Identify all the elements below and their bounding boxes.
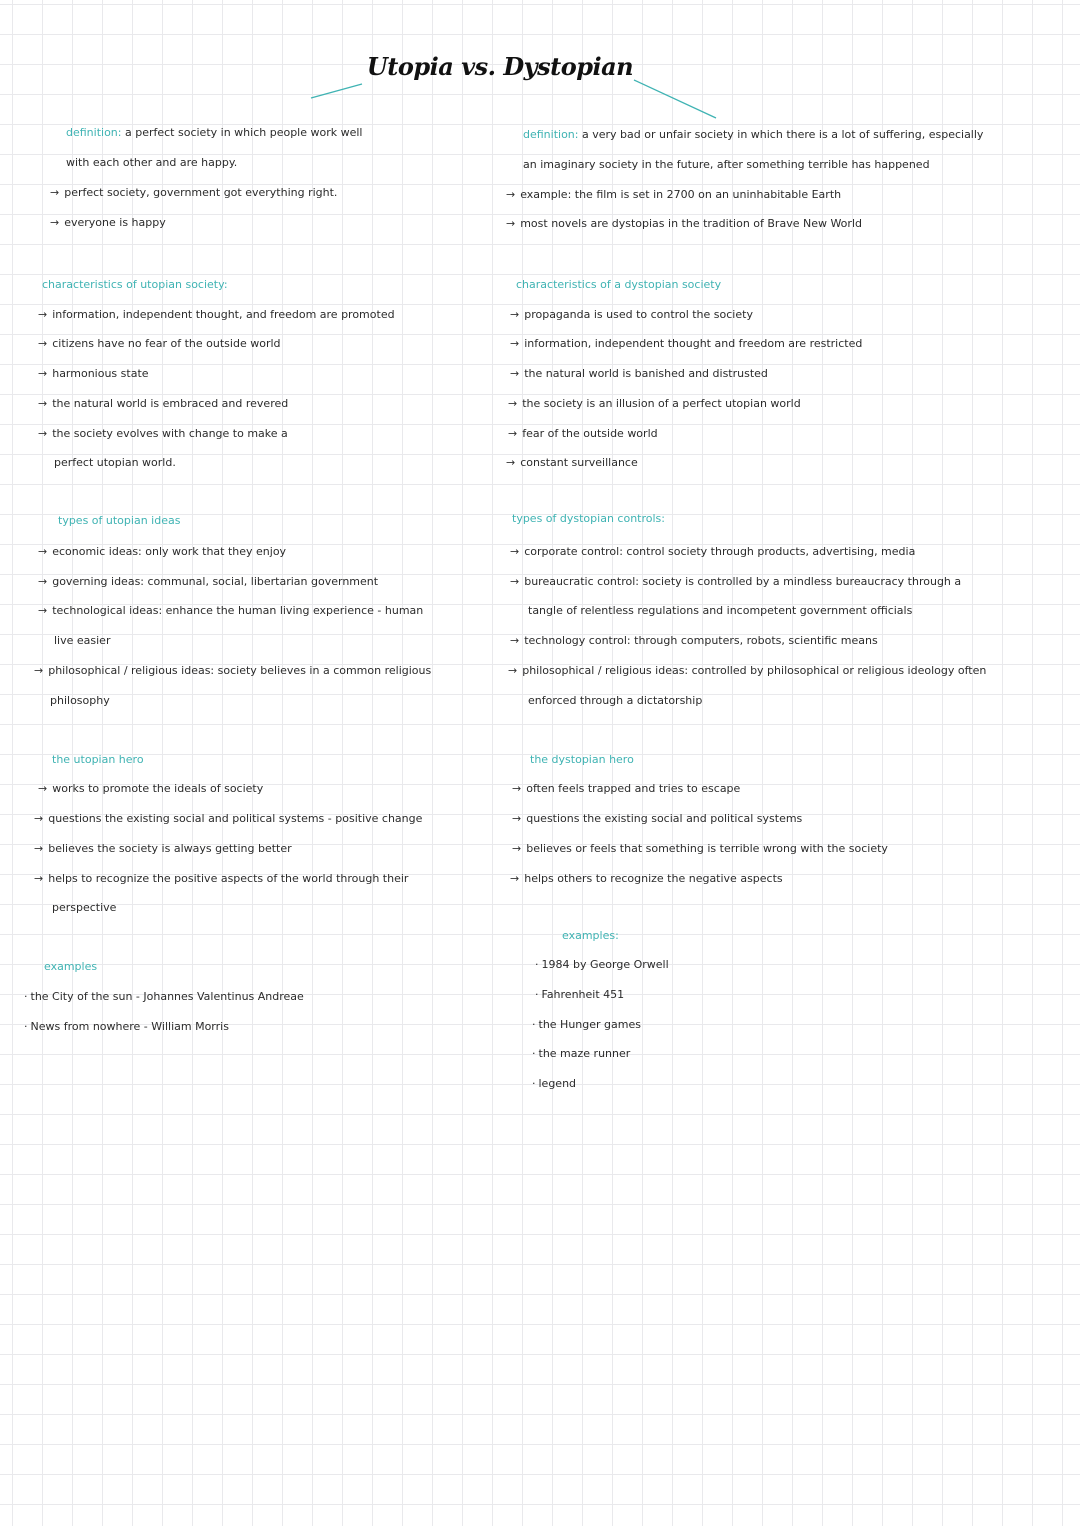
arrow-icon: →	[506, 188, 516, 201]
utopia-type: → economic ideas: only work that they enjoy	[38, 545, 287, 558]
dystopia-definition-label: definition:	[523, 128, 579, 141]
utopia-characteristic: → the society evolves with change to make a	[38, 427, 288, 440]
utopia-characteristic: → the natural world is embraced and revered	[38, 397, 289, 410]
dystopia-def-bullet: → example: the film is set in 2700 on an uninhabitable Earth	[506, 188, 842, 201]
utopia-examples-heading: examples	[44, 960, 98, 973]
utopia-type-cont: philosophy	[50, 694, 110, 707]
arrow-icon: →	[38, 308, 48, 321]
utopia-hero-trait: → helps to recognize the positive aspects of the world through their	[34, 872, 409, 885]
arrow-icon: →	[38, 367, 48, 380]
dystopia-hero-trait: → questions the existing social and political systems	[512, 812, 803, 825]
dystopia-type: → corporate control: control society through products, advertising, media	[510, 545, 916, 558]
dystopia-type: → bureaucratic control: society is controlled by a mindless bureaucracy through a	[510, 575, 962, 588]
utopia-definition-cont: with each other and are happy.	[66, 156, 238, 169]
dystopia-def-bullet: → most novels are dystopias in the tradition of Brave New World	[506, 217, 862, 230]
arrow-icon: →	[510, 545, 520, 558]
dystopia-definition: definition: a very bad or unfair society in which there is a lot of suffering, especially	[523, 128, 984, 141]
arrow-icon: →	[508, 664, 518, 677]
utopia-characteristic: → citizens have no fear of the outside world	[38, 337, 281, 350]
dystopia-example: · the Hunger games	[532, 1018, 641, 1031]
arrow-icon: →	[50, 186, 60, 199]
dystopia-example: · the maze runner	[532, 1047, 631, 1060]
dystopia-example: · Fahrenheit 451	[535, 988, 625, 1001]
utopia-definition: definition: a perfect society in which people work well	[66, 126, 363, 139]
arrow-icon: →	[506, 456, 516, 469]
arrow-icon: →	[508, 397, 518, 410]
dystopia-characteristic: → fear of the outside world	[508, 427, 658, 440]
dystopia-type-cont: enforced through a dictatorship	[528, 694, 703, 707]
utopia-hero-trait: → questions the existing social and political systems - positive change	[34, 812, 423, 825]
dystopia-examples-heading: examples:	[562, 929, 619, 942]
arrow-icon: →	[34, 842, 44, 855]
dystopia-type: → philosophical / religious ideas: controlled by philosophical or religious ideology often	[508, 664, 987, 677]
dystopia-example: · 1984 by George Orwell	[535, 958, 669, 971]
utopia-def-bullet: → everyone is happy	[50, 216, 166, 229]
dystopia-hero-heading: the dystopian hero	[530, 753, 634, 766]
arrow-icon: →	[510, 367, 520, 380]
arrow-icon: →	[34, 872, 44, 885]
dystopia-characteristic: → the natural world is banished and distrusted	[510, 367, 768, 380]
arrow-icon: →	[38, 337, 48, 350]
dystopia-definition-cont: an imaginary society in the future, after something terrible has happened	[523, 158, 930, 171]
arrow-icon: →	[512, 842, 522, 855]
arrow-icon: →	[38, 545, 48, 558]
arrow-icon: →	[512, 782, 522, 795]
utopia-types-heading: types of utopian ideas	[58, 514, 181, 527]
arrow-icon: →	[38, 782, 48, 795]
arrow-icon: →	[34, 812, 44, 825]
arrow-icon: →	[38, 397, 48, 410]
utopia-type: → philosophical / religious ideas: society believes in a common religious	[34, 664, 432, 677]
arrow-icon: →	[38, 575, 48, 588]
dystopia-characteristic: → propaganda is used to control the society	[510, 308, 753, 321]
arrow-icon: →	[512, 812, 522, 825]
utopia-type-cont: live easier	[54, 634, 111, 647]
dystopia-hero-trait: → believes or feels that something is terrible wrong with the society	[512, 842, 888, 855]
utopia-hero-trait: → believes the society is always getting better	[34, 842, 292, 855]
utopia-characteristic-cont: perfect utopian world.	[54, 456, 176, 469]
dystopia-characteristics-heading: characteristics of a dystopian society	[516, 278, 722, 291]
utopia-type: → governing ideas: communal, social, libertarian government	[38, 575, 379, 588]
dystopia-example: · legend	[532, 1077, 577, 1090]
dystopia-hero-trait: → helps others to recognize the negative aspects	[510, 872, 783, 885]
dystopia-type-cont: tangle of relentless regulations and incompetent government officials	[528, 604, 913, 617]
page-title: Utopia vs. Dystopian	[366, 52, 634, 81]
arrow-icon: →	[34, 664, 44, 677]
utopia-characteristic: → harmonious state	[38, 367, 149, 380]
arrow-icon: →	[38, 427, 48, 440]
dystopia-types-heading: types of dystopian controls:	[512, 512, 665, 525]
arrow-icon: →	[508, 427, 518, 440]
utopia-type: → technological ideas: enhance the human living experience - human	[38, 604, 424, 617]
dystopia-type: → technology control: through computers, robots, scientific means	[510, 634, 878, 647]
arrow-icon: →	[510, 575, 520, 588]
arrow-icon: →	[510, 308, 520, 321]
utopia-hero-trait-cont: perspective	[52, 901, 117, 914]
utopia-example: · the City of the sun - Johannes Valentinus Andreae	[24, 990, 304, 1003]
dystopia-characteristic: → information, independent thought and freedom are restricted	[510, 337, 863, 350]
dystopia-hero-trait: → often feels trapped and tries to escape	[512, 782, 741, 795]
dystopia-characteristic: → constant surveillance	[506, 456, 638, 469]
arrow-icon: →	[38, 604, 48, 617]
utopia-characteristics-heading: characteristics of utopian society:	[42, 278, 228, 291]
utopia-example: · News from nowhere - William Morris	[24, 1020, 229, 1033]
utopia-definition-label: definition:	[66, 126, 122, 139]
arrow-icon: →	[506, 217, 516, 230]
utopia-hero-heading: the utopian hero	[52, 753, 144, 766]
arrow-icon: →	[510, 337, 520, 350]
utopia-def-bullet: → perfect society, government got everything right.	[50, 186, 338, 199]
arrow-icon: →	[510, 634, 520, 647]
arrow-icon: →	[50, 216, 60, 229]
arrow-icon: →	[510, 872, 520, 885]
utopia-hero-trait: → works to promote the ideals of society	[38, 782, 264, 795]
utopia-characteristic: → information, independent thought, and freedom are promoted	[38, 308, 395, 321]
dystopia-characteristic: → the society is an illusion of a perfect utopian world	[508, 397, 801, 410]
